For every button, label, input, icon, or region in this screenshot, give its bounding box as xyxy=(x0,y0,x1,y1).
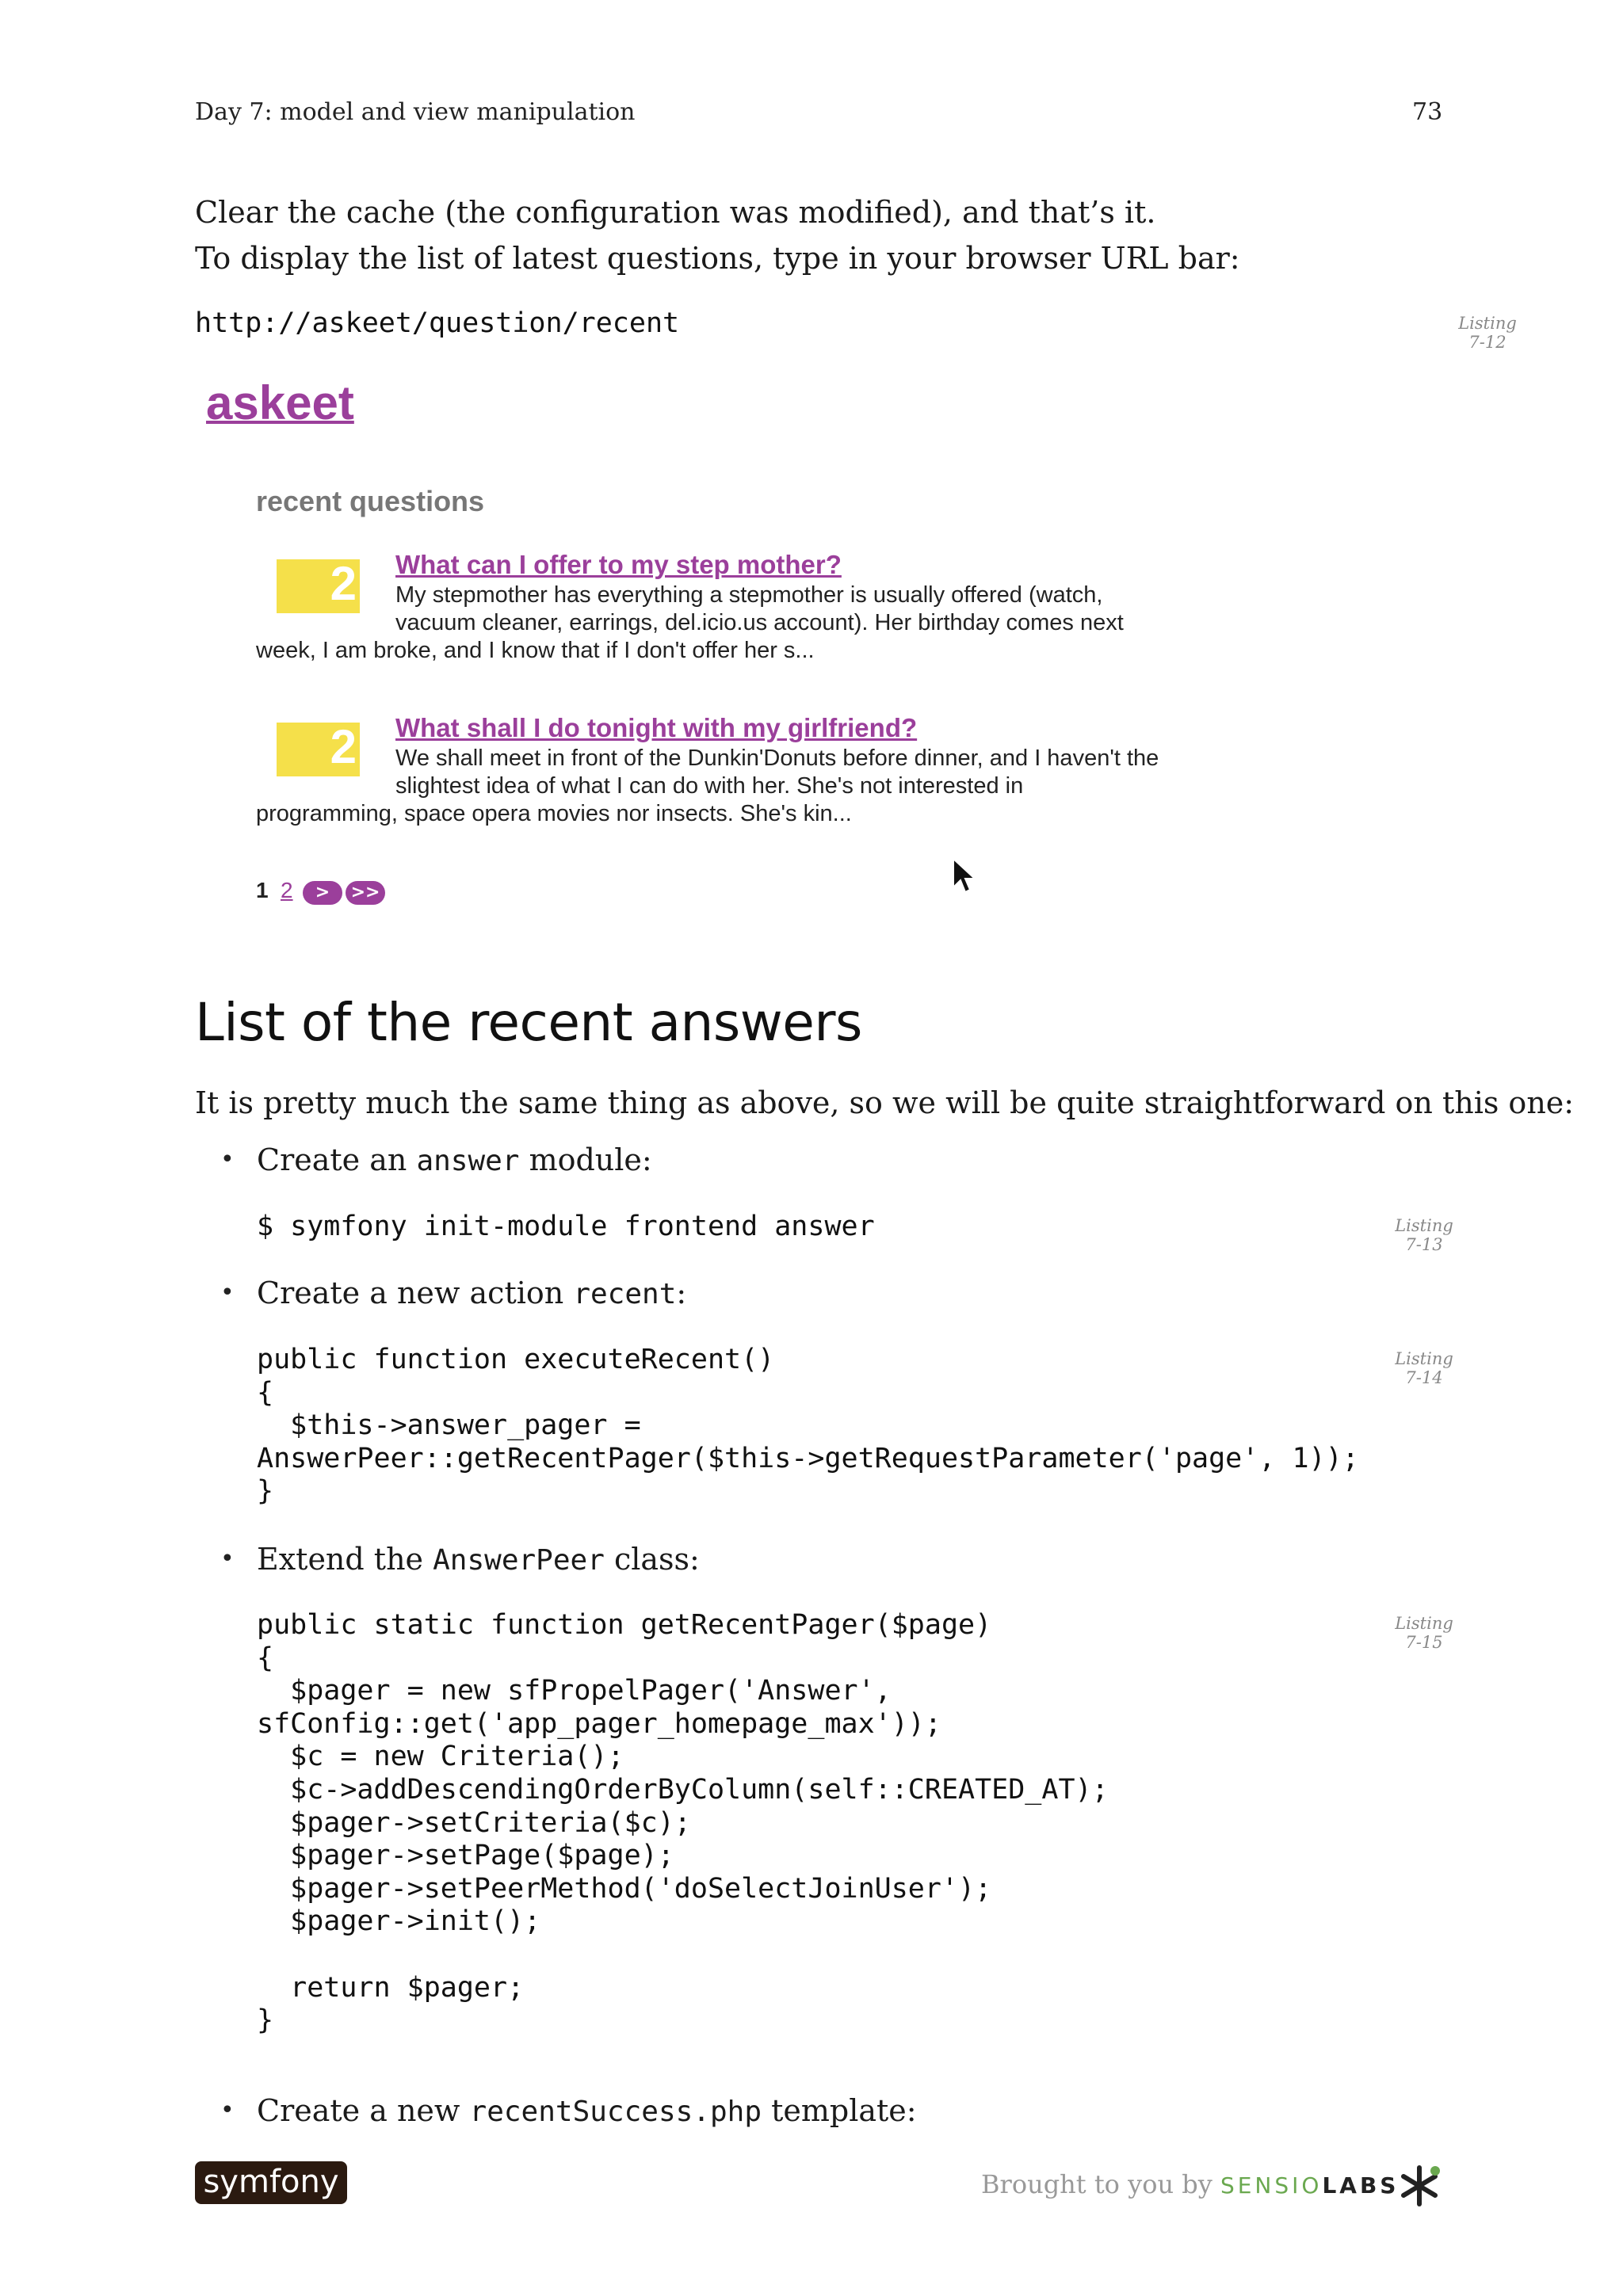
question-body-line: My stepmother has everything a stepmother is usually offered (watch, xyxy=(395,582,1103,608)
bullet-item xyxy=(257,1270,686,1318)
interest-badge xyxy=(277,559,360,613)
bullet-text: Create an xyxy=(257,1142,417,1177)
bullet-text: module: xyxy=(519,1142,652,1177)
recent-questions-heading: recent questions xyxy=(256,485,485,517)
listing-label-number: 7-12 xyxy=(1468,333,1507,352)
bullet-icon: • xyxy=(220,1146,235,1173)
listing-label-7-13 xyxy=(1388,1216,1460,1254)
listing-label-number: 7-13 xyxy=(1405,1235,1443,1254)
interest-count: 2 xyxy=(330,720,357,773)
listing-label-number: 7-14 xyxy=(1405,1368,1443,1387)
listing-label-text: Listing xyxy=(1458,314,1517,333)
bullet-item xyxy=(257,1137,652,1184)
inline-code: recent xyxy=(573,1278,677,1310)
listing-label-7-14 xyxy=(1388,1349,1460,1387)
askeet-screenshot xyxy=(195,366,1273,936)
question-title-link[interactable]: What can I offer to my step mother? xyxy=(395,550,842,579)
bullet-icon: • xyxy=(220,1279,235,1306)
sensiolabs-star-icon xyxy=(1396,2163,1442,2209)
bullet-icon: • xyxy=(220,1545,235,1573)
footer-credit-text: Brought to you by xyxy=(981,2169,1220,2199)
code-listing-7-14: public function executeRecent() { $this->answer_pager = AnswerPeer::getRecentPager($this->getRequestParameter('page', 1)); } xyxy=(257,1344,1359,1508)
listing-label-number: 7-15 xyxy=(1405,1633,1443,1652)
running-header-chapter: Day 7: model and view manipulation xyxy=(195,98,636,126)
bullet-text: class: xyxy=(604,1542,700,1577)
inline-code: AnswerPeer xyxy=(433,1544,605,1577)
question-body-line: We shall meet in front of the Dunkin'Donuts before dinner, and I haven't the xyxy=(395,746,1159,771)
page-number: 73 xyxy=(1412,98,1443,126)
symfony-logo: symfony xyxy=(195,2161,347,2204)
section-title: List of the recent answers xyxy=(195,992,862,1053)
footer-credit xyxy=(981,2169,1399,2199)
listing-label-text: Listing xyxy=(1395,1614,1453,1633)
inline-code: answer xyxy=(416,1145,520,1177)
code-listing-7-13: $ symfony init-module frontend answer xyxy=(257,1211,875,1242)
code-listing-7-12: http://askeet/question/recent xyxy=(195,307,680,339)
listing-label-text: Listing xyxy=(1395,1349,1453,1368)
pager-next-button[interactable]: > xyxy=(303,881,342,905)
question-body-line: programming, space opera movies nor insects. She's kin... xyxy=(256,801,852,826)
inline-code: recentSuccess.php xyxy=(469,2096,762,2128)
section-intro: It is pretty much the same thing as above, so we will be quite straightforward on this one: xyxy=(195,1085,1575,1120)
bullet-text: Create a new action xyxy=(257,1276,574,1310)
question-body-line: slightest idea of what I can do with her. She's not interested in xyxy=(395,773,1024,799)
bullet-text: template: xyxy=(762,2093,917,2128)
bullet-text: Extend the xyxy=(257,1542,433,1577)
sensiolabs-logo-part2: LABS xyxy=(1322,2172,1400,2199)
interest-count: 2 xyxy=(330,557,357,610)
bullet-item xyxy=(257,1536,700,1584)
bullet-text: : xyxy=(676,1276,687,1310)
question-title-link[interactable]: What shall I do tonight with my girlfriend? xyxy=(395,713,918,742)
mouse-cursor-icon xyxy=(952,857,979,897)
intro-line-1: Clear the cache (the configuration was modified), and that’s it. xyxy=(195,195,1156,230)
listing-label-7-12 xyxy=(1452,314,1523,352)
bullet-item xyxy=(257,2088,917,2135)
askeet-logo[interactable]: askeet xyxy=(206,376,354,429)
question-body-line: vacuum cleaner, earrings, del.icio.us account). Her birthday comes next xyxy=(395,610,1124,635)
listing-label-7-15 xyxy=(1388,1614,1460,1652)
sensiolabs-logo-part1: SENSIO xyxy=(1220,2172,1323,2199)
listing-label-text: Listing xyxy=(1395,1216,1453,1235)
interest-badge xyxy=(277,720,360,776)
pager-last-button[interactable]: >> xyxy=(346,881,385,905)
question-body-line: week, I am broke, and I know that if I don't offer her s... xyxy=(256,638,815,663)
bullet-icon: • xyxy=(220,2096,235,2124)
intro-line-2: To display the list of latest questions, type in your browser URL bar: xyxy=(195,241,1240,276)
pager-page-2-link[interactable]: 2 xyxy=(281,878,293,902)
code-listing-7-15: public static function getRecentPager($page) { $pager = new sfPropelPager('Answer', sfConfig::get('app_pager_homepage_max')); $c = new Criteria(); $c->addDescendingOrderByColumn(self::CREATED_AT); $pager->setCriteria($c); $pager->setPage($page); $pager->setPeerMethod('doSelectJoinUser'); $pager->init(); return $pager; } xyxy=(257,1609,1109,2037)
pager-current-page: 1 xyxy=(256,878,269,902)
bullet-text: Create a new xyxy=(257,2093,470,2128)
